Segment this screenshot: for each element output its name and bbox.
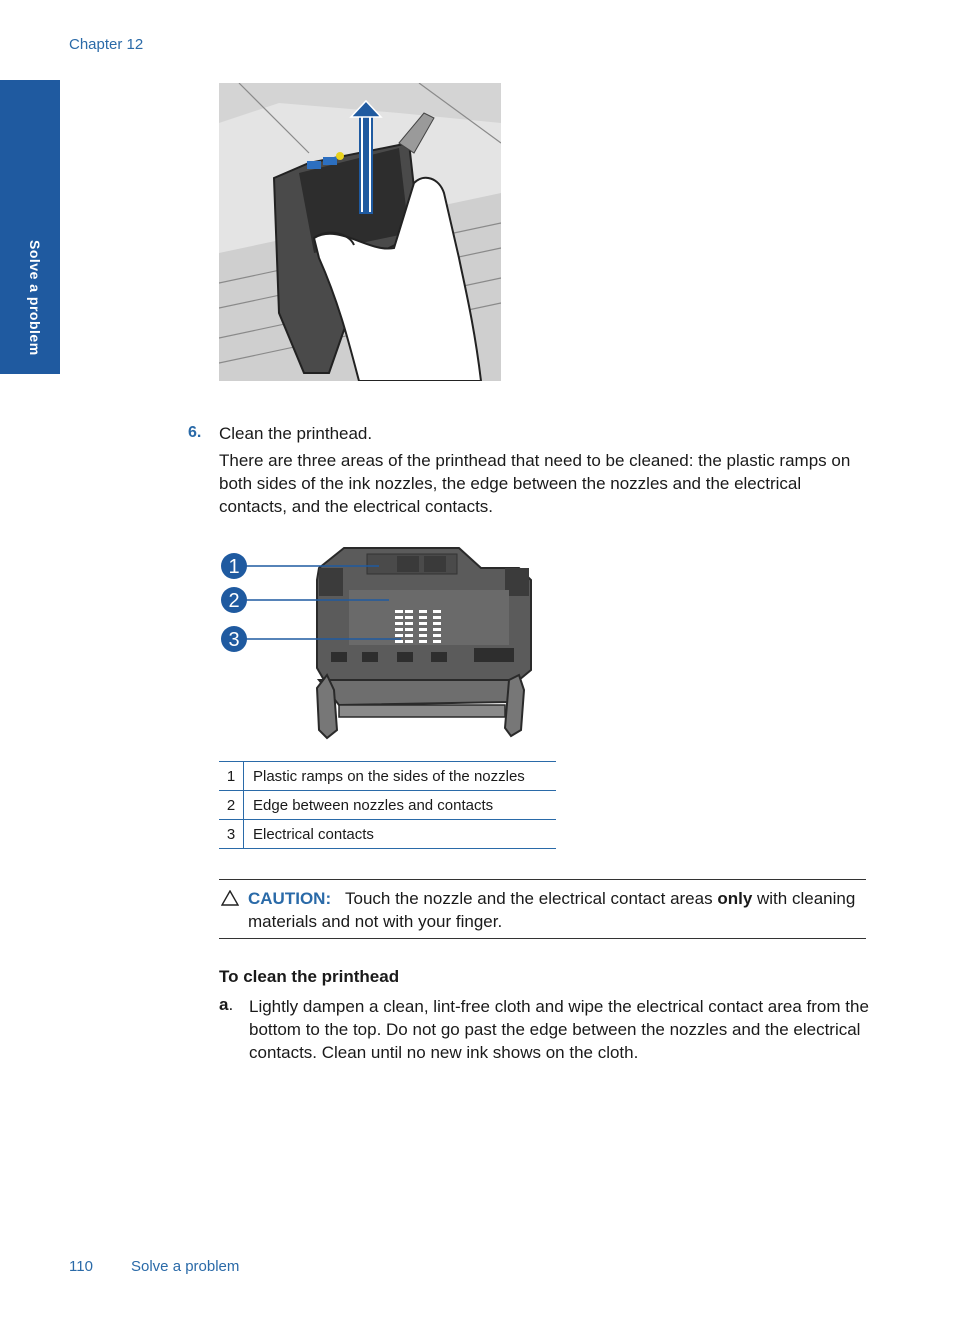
callout-legend-table [219, 761, 556, 849]
table-row [219, 791, 556, 820]
page-number: 110 [69, 1258, 93, 1275]
callout-number: 2 [219, 791, 244, 820]
procedure-heading: To clean the printhead [219, 967, 400, 986]
callout-label: Edge between nozzles and contacts [244, 791, 557, 820]
table-row [219, 820, 556, 849]
substep-text: Lightly dampen a clean, lint-free cloth and wipe the electrical contact area from the bottom to the top. Do not go past the edge between the nozzles and the electrical contacts. Clean until no new ink shows on the cloth. [249, 997, 869, 1062]
caution-label: CAUTION: [248, 889, 332, 908]
callout-3 [221, 626, 247, 652]
caution-body-start: Touch the nozzle and the electrical contact areas [344, 889, 718, 908]
callout-number: 3 [219, 820, 244, 849]
warning-triangle-icon [221, 890, 239, 911]
caution-text [248, 887, 858, 933]
callout-label: Electrical contacts [244, 820, 557, 849]
step-title: Clean the printhead. [219, 424, 373, 443]
svg-text:2: 2 [228, 590, 240, 612]
printhead-removal-photo [219, 83, 501, 381]
side-tab-label: Solve a problem [27, 240, 43, 356]
caution-body-end: with cleaning materials and not with your finger. [248, 889, 856, 931]
step-number: 6. [188, 424, 202, 441]
table-row [219, 762, 556, 791]
printhead-diagram [219, 540, 539, 745]
caution-emphasis: only [717, 889, 753, 908]
step-description: There are three areas of the printhead that need to be cleaned: the plastic ramps on both sides of the ink nozzles, the edge between the nozzles and the electrical contacts, and the electrical contacts. [219, 451, 851, 516]
svg-text:3: 3 [228, 629, 240, 651]
callout-label: Plastic ramps on the sides of the nozzles [244, 762, 557, 791]
footer-section-title: Solve a problem [131, 1258, 240, 1275]
callout-number: 1 [219, 762, 244, 791]
callout-2 [221, 587, 247, 613]
substep-letter: a. [219, 995, 234, 1014]
chapter-header: Chapter 12 [69, 36, 144, 53]
callout-1 [221, 553, 247, 579]
svg-text:1: 1 [228, 556, 240, 578]
caution-box [219, 879, 866, 939]
